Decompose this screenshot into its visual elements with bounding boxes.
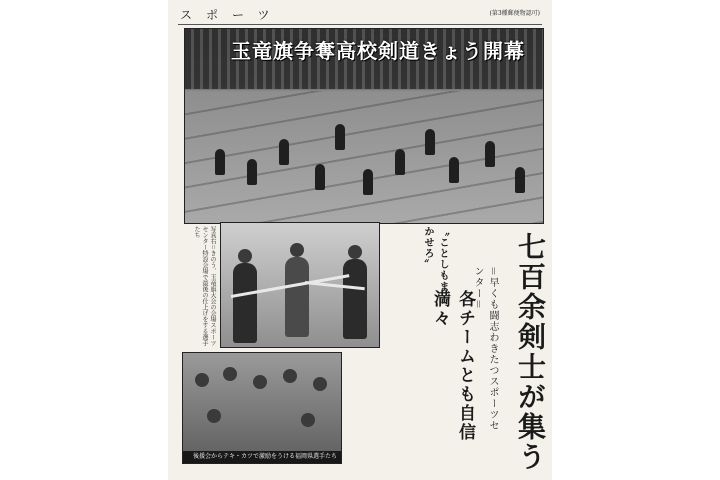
article-title: 七百余剣士が集う bbox=[514, 232, 547, 472]
athlete-head bbox=[348, 245, 362, 259]
running-head bbox=[178, 2, 542, 25]
subhead-quote: 〝ことしもまかせろ〟 bbox=[422, 226, 448, 292]
kendoka-figure bbox=[335, 124, 345, 150]
kendoka-figure bbox=[215, 149, 225, 175]
middle-photo-caption: 写真右＝きのう、玉竜旗大会の会場スポーツセンター特設会場で最後の仕上げをする選手たち bbox=[193, 226, 216, 347]
diner-head bbox=[207, 409, 221, 423]
top-photo-kendo-arena bbox=[184, 28, 544, 224]
kendoka-figure bbox=[315, 164, 325, 190]
bottom-photo-banquet bbox=[182, 352, 342, 464]
kendoka-figure bbox=[449, 157, 459, 183]
diner-head bbox=[195, 373, 209, 387]
newspaper-page bbox=[168, 0, 552, 480]
kendoka-figure bbox=[485, 141, 495, 167]
diner-head bbox=[283, 369, 297, 383]
bottom-photo-caption: 後援会からテキ・カツで激励をうける福岡県選手たち bbox=[183, 451, 341, 463]
middle-photo-practice bbox=[220, 222, 380, 348]
diner-head bbox=[253, 375, 267, 389]
article-subtitle: ＝早くも闘志わきたつスポーツセンター＝ bbox=[472, 266, 498, 431]
athlete-head bbox=[290, 243, 304, 257]
section-label: スポーツ bbox=[180, 8, 284, 22]
diner-head bbox=[223, 367, 237, 381]
diner-head bbox=[313, 377, 327, 391]
kendoka-figure bbox=[247, 159, 257, 185]
photo-headline: 玉竜旗争奪高校剣道きょう開幕 bbox=[231, 39, 525, 63]
kendoka-figure bbox=[279, 139, 289, 165]
athlete-figure bbox=[343, 259, 367, 339]
kendoka-figure bbox=[425, 129, 435, 155]
athlete-figure bbox=[285, 257, 309, 337]
diner-head bbox=[301, 413, 315, 427]
athlete-figure bbox=[233, 263, 257, 343]
postal-note: (第3種郵便物認可) bbox=[489, 10, 540, 17]
athlete-head bbox=[238, 249, 252, 263]
kendoka-figure bbox=[395, 149, 405, 175]
kendoka-figure bbox=[515, 167, 525, 193]
kendoka-figure bbox=[363, 169, 373, 195]
article-tagline: 各チームとも自信満々 bbox=[430, 290, 475, 442]
